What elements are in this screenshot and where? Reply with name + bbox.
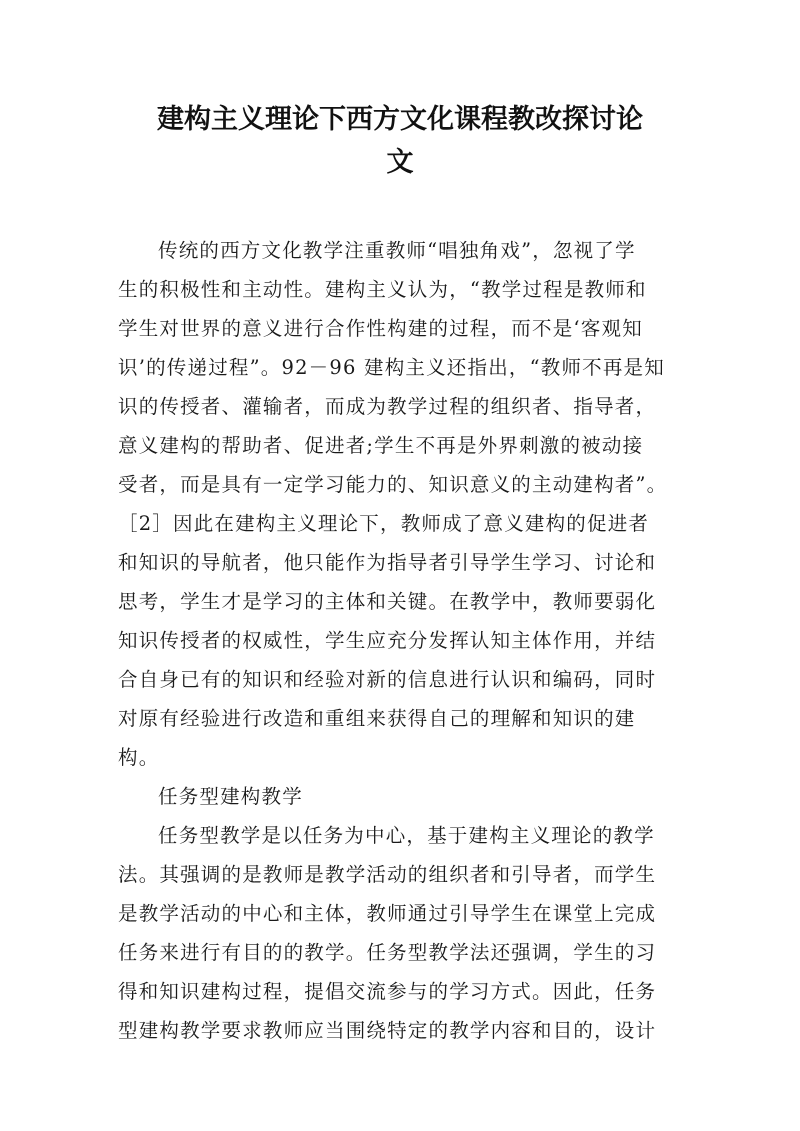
paragraph-line: 任务来进行有目的的教学。任务型教学法还强调，学生的习 xyxy=(118,941,657,964)
paragraph-line: 是教学活动的中心和主体，教师通过引导学生在课堂上完成 xyxy=(118,902,657,925)
paragraph-line: 构。 xyxy=(118,746,160,769)
paragraph-line: 识’的传递过程”。92－96 建构主义还指出，“教师不再是知 xyxy=(118,356,665,379)
title-line-2: 文 xyxy=(386,147,414,178)
paragraph-line: 任务型教学是以任务为中心，基于建构主义理论的教学 xyxy=(158,824,655,847)
paragraph-line: 型建构教学要求教师应当围绕特定的教学内容和目的，设计 xyxy=(118,1019,657,1042)
paragraph-line: 合自身已有的知识和经验对新的信息进行认识和编码，同时 xyxy=(118,668,657,691)
paragraph-line: 学生对世界的意义进行合作性构建的过程，而不是‘客观知 xyxy=(118,317,643,340)
title-line-1: 建构主义理论下西方文化课程教改探讨论 xyxy=(157,104,643,135)
paragraph-line: 法。其强调的是教师是教学活动的组织者和引导者，而学生 xyxy=(118,863,657,886)
paragraph-line: 生的积极性和主动性。建构主义认为，“教学过程是教师和 xyxy=(118,278,647,301)
paragraph-line: 和知识的导航者，他只能作为指导者引导学生学习、讨论和 xyxy=(118,551,657,574)
paragraph-line: 受者，而是具有一定学习能力的、知识意义的主动建构者”。 xyxy=(118,473,668,496)
document-body xyxy=(118,231,688,1050)
document-title xyxy=(100,98,700,184)
paragraph-line: 意义建构的帮助者、促进者;学生不再是外界刺激的被动接 xyxy=(118,434,644,457)
paragraph-line: 思考，学生才是学习的主体和关键。在教学中，教师要弱化 xyxy=(118,590,657,613)
paragraph-line: 得和知识建构过程，提倡交流参与的学习方式。因此，任务 xyxy=(118,980,657,1003)
paragraph-line: 对原有经验进行改造和重组来获得自己的理解和知识的建 xyxy=(118,707,636,730)
section-heading: 任务型建构教学 xyxy=(158,785,303,808)
paragraph-line: 传统的西方文化教学注重教师“唱独角戏”，忽视了学 xyxy=(158,239,636,262)
paragraph-line: 识的传授者、灌输者，而成为教学过程的组织者、指导者， xyxy=(118,395,657,418)
paragraph-line: 知识传授者的权威性，学生应充分发挥认知主体作用，并结 xyxy=(118,629,657,652)
paragraph-line: ［2］因此在建构主义理论下，教师成了意义建构的促进者 xyxy=(118,512,650,535)
